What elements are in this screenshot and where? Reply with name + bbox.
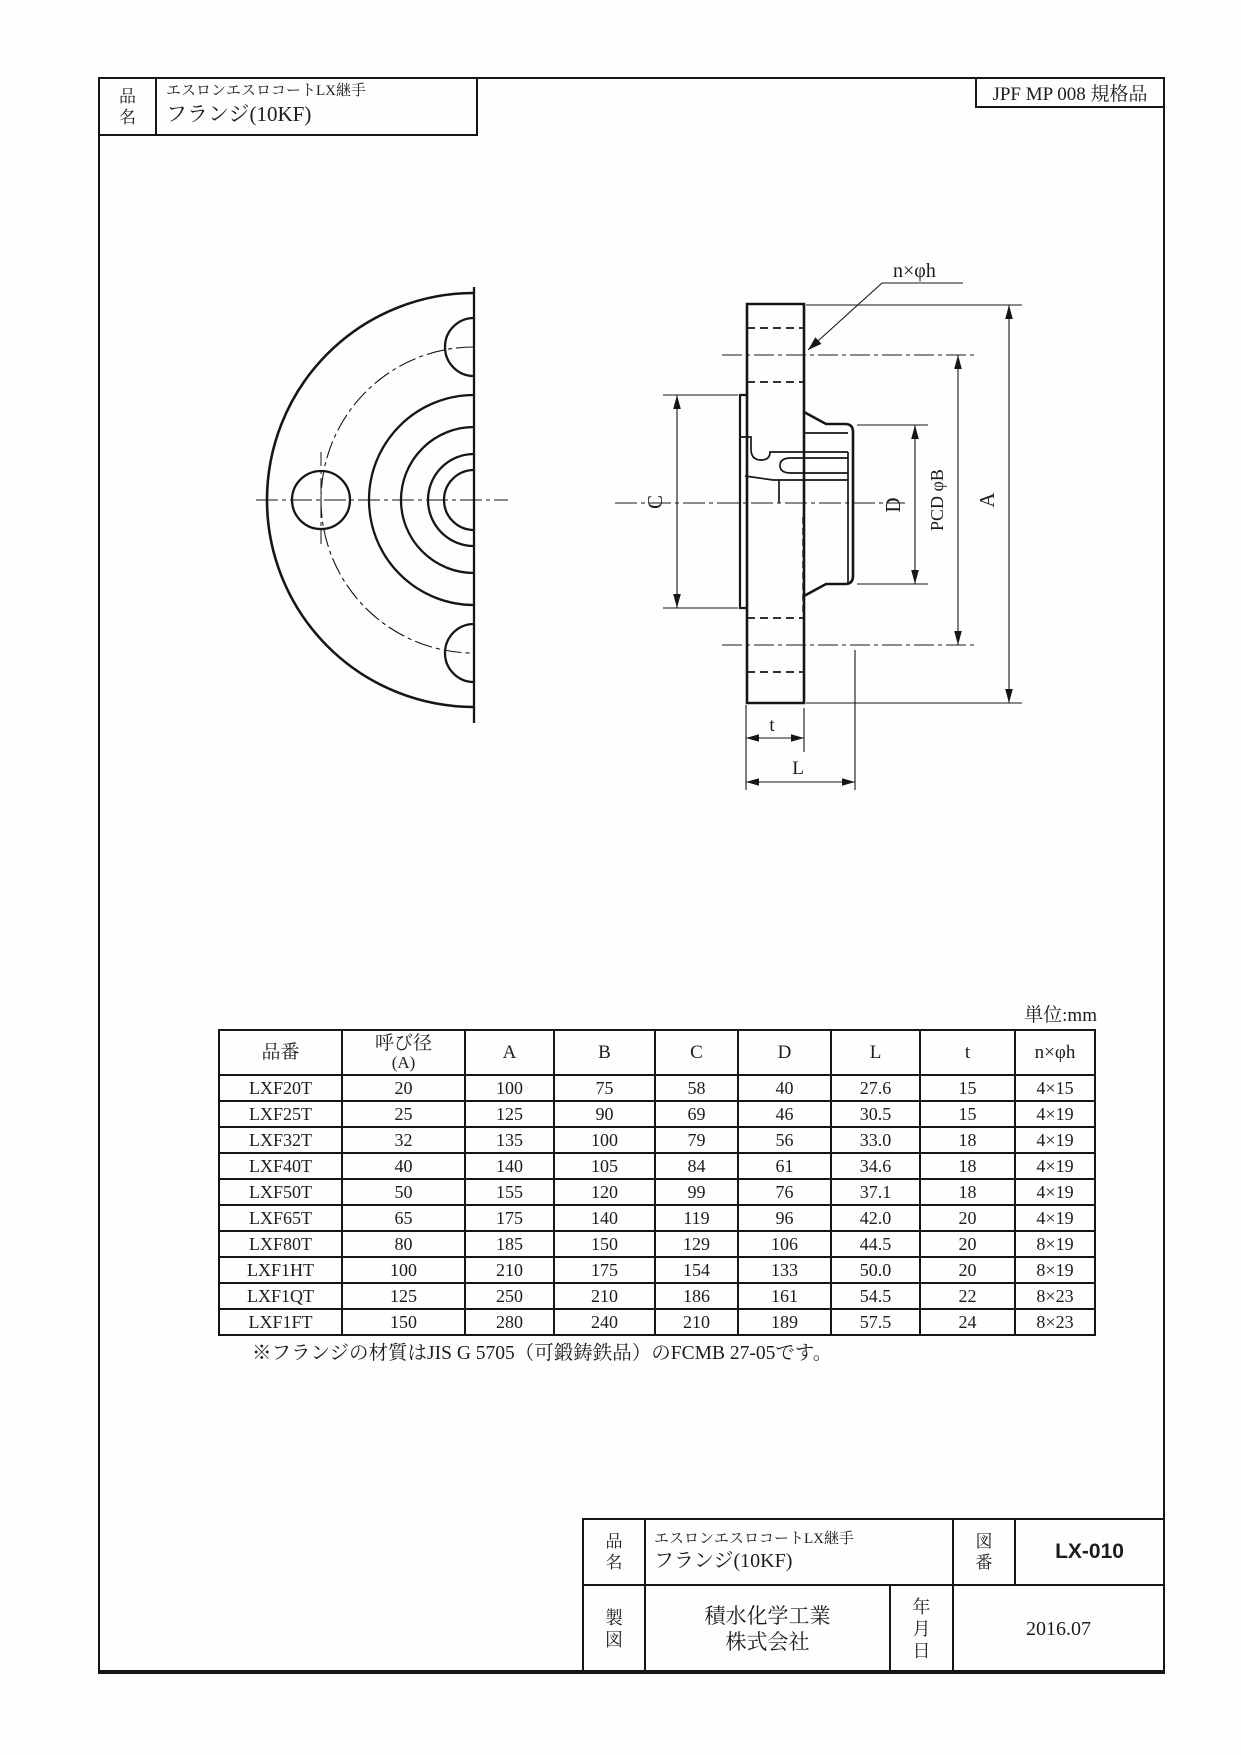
table-cell: LXF1HT: [219, 1257, 342, 1283]
table-cell: 34.6: [831, 1153, 920, 1179]
company-name-line2: 株式会社: [725, 1630, 810, 1654]
drawing-number-label: 図 番: [954, 1520, 1016, 1584]
dim-label-n-phi-h: n×φh: [893, 260, 936, 282]
product-title: フランジ(10KF): [166, 102, 312, 126]
table-cell: 42.0: [831, 1205, 920, 1231]
table-row: [219, 1309, 1095, 1335]
table-cell: LXF80T: [219, 1231, 342, 1257]
front-view: [256, 287, 508, 723]
table-cell: 61: [738, 1153, 831, 1179]
table-cell: 119: [655, 1205, 738, 1231]
table-cell: 175: [554, 1257, 655, 1283]
col-header-d: D: [738, 1030, 831, 1075]
table-cell: 33.0: [831, 1127, 920, 1153]
table-cell: LXF40T: [219, 1153, 342, 1179]
section-view: [615, 304, 975, 703]
table-cell: 4×19: [1015, 1127, 1095, 1153]
table-cell: 84: [655, 1153, 738, 1179]
table-row: [219, 1153, 1095, 1179]
bottom-title-block: [582, 1518, 1165, 1674]
date-label: 年 月 日: [891, 1586, 954, 1672]
table-cell: 105: [554, 1153, 655, 1179]
table-cell: 280: [465, 1309, 554, 1335]
dim-label-pcd: PCD φB: [927, 469, 947, 531]
table-body: [219, 1075, 1095, 1335]
drawing-number-cell: [1016, 1520, 1163, 1584]
table-cell: 40: [738, 1075, 831, 1101]
top-title-box: [98, 77, 478, 136]
table-cell: 4×19: [1015, 1153, 1095, 1179]
table-header-row: [219, 1030, 1095, 1075]
table-cell: LXF20T: [219, 1075, 342, 1101]
unit-note: 単位:mm: [1024, 1005, 1097, 1026]
table-cell: 79: [655, 1127, 738, 1153]
table-cell: 18: [920, 1153, 1015, 1179]
label-char: 品: [119, 86, 136, 106]
table-cell: 18: [920, 1179, 1015, 1205]
label-char: 名: [119, 107, 136, 127]
product-series: エスロンエスロコートLX継手: [166, 83, 366, 99]
table-cell: 20: [920, 1231, 1015, 1257]
table-cell: 186: [655, 1283, 738, 1309]
titleblock-row-2: [584, 1586, 1163, 1672]
table-cell: 120: [554, 1179, 655, 1205]
table-cell: 185: [465, 1231, 554, 1257]
col-header-b: B: [554, 1030, 655, 1075]
table-cell: 210: [655, 1309, 738, 1335]
table-cell: 99: [655, 1179, 738, 1205]
product-name-cell: [646, 1520, 954, 1584]
drawing-number: LX-010: [1055, 1540, 1124, 1563]
table-cell: 20: [342, 1075, 465, 1101]
table-cell: 8×23: [1015, 1309, 1095, 1335]
table-cell: 100: [554, 1127, 655, 1153]
table-cell: 210: [554, 1283, 655, 1309]
table-cell: LXF65T: [219, 1205, 342, 1231]
table-cell: 90: [554, 1101, 655, 1127]
dim-label-a: A: [975, 492, 999, 508]
table-cell: 140: [554, 1205, 655, 1231]
table-cell: 30.5: [831, 1101, 920, 1127]
product-name-label: [100, 79, 157, 134]
table-cell: 155: [465, 1179, 554, 1205]
company-cell: [646, 1586, 891, 1672]
company-name-line1: 積水化学工業: [704, 1604, 831, 1628]
table-cell: 20: [920, 1205, 1015, 1231]
table-cell: 76: [738, 1179, 831, 1205]
col-header-l: L: [831, 1030, 920, 1075]
table-cell: 25: [342, 1101, 465, 1127]
table-cell: 140: [465, 1153, 554, 1179]
product-title: フランジ(10KF): [654, 1550, 793, 1572]
table-cell: 240: [554, 1309, 655, 1335]
table-cell: 4×15: [1015, 1075, 1095, 1101]
table-cell: 8×19: [1015, 1257, 1095, 1283]
table-cell: LXF1FT: [219, 1309, 342, 1335]
table-cell: LXF1QT: [219, 1283, 342, 1309]
table-cell: 58: [655, 1075, 738, 1101]
dim-label-t: t: [769, 715, 775, 736]
drafting-label: 製 図: [584, 1586, 646, 1672]
table-cell: 210: [465, 1257, 554, 1283]
table-row: [219, 1283, 1095, 1309]
drawing-date: 2016.07: [1026, 1617, 1091, 1640]
table-cell: 44.5: [831, 1231, 920, 1257]
dim-label-c: C: [643, 494, 667, 510]
dim-label-l: L: [792, 758, 804, 779]
standard-box: [975, 77, 1165, 108]
table-cell: 50.0: [831, 1257, 920, 1283]
table-cell: 133: [738, 1257, 831, 1283]
table-cell: 161: [738, 1283, 831, 1309]
table-cell: 150: [342, 1309, 465, 1335]
table-cell: 27.6: [831, 1075, 920, 1101]
table-cell: 65: [342, 1205, 465, 1231]
table-cell: 24: [920, 1309, 1015, 1335]
table-cell: 175: [465, 1205, 554, 1231]
table-cell: 20: [920, 1257, 1015, 1283]
table-cell: 50: [342, 1179, 465, 1205]
table-cell: 8×19: [1015, 1231, 1095, 1257]
table-cell: 80: [342, 1231, 465, 1257]
dimensions-table: [218, 1029, 1096, 1336]
table-cell: 8×23: [1015, 1283, 1095, 1309]
col-header-hinban: 品番: [219, 1030, 342, 1075]
dimensions: [663, 283, 1022, 790]
table-cell: 96: [738, 1205, 831, 1231]
product-name-label: 品 名: [584, 1520, 646, 1584]
table-cell: 135: [465, 1127, 554, 1153]
col-header-c: C: [655, 1030, 738, 1075]
table-cell: 75: [554, 1075, 655, 1101]
product-name-cell: [157, 79, 476, 134]
table-cell: 56: [738, 1127, 831, 1153]
table-row: [219, 1101, 1095, 1127]
col-header-a: A: [465, 1030, 554, 1075]
table-row: [219, 1075, 1095, 1101]
table-cell: 46: [738, 1101, 831, 1127]
table-row: [219, 1179, 1095, 1205]
col-header-nominal: 呼び径 (A): [342, 1030, 465, 1075]
table-cell: LXF32T: [219, 1127, 342, 1153]
table-cell: 125: [465, 1101, 554, 1127]
table-cell: 100: [342, 1257, 465, 1283]
table-cell: 125: [342, 1283, 465, 1309]
table-cell: 106: [738, 1231, 831, 1257]
table-cell: 4×19: [1015, 1101, 1095, 1127]
table-cell: 57.5: [831, 1309, 920, 1335]
table-cell: 4×19: [1015, 1179, 1095, 1205]
dim-label-d: D: [881, 497, 905, 513]
table-cell: LXF25T: [219, 1101, 342, 1127]
table-cell: 4×19: [1015, 1205, 1095, 1231]
table-row: [219, 1127, 1095, 1153]
titleblock-row-1: [584, 1520, 1163, 1586]
table-cell: 100: [465, 1075, 554, 1101]
table-cell: 154: [655, 1257, 738, 1283]
material-note: ※フランジの材質はJIS G 5705（可鍛鋳鉄品）のFCMB 27-05です。: [252, 1343, 833, 1364]
table-cell: 150: [554, 1231, 655, 1257]
date-cell: [954, 1586, 1163, 1672]
table-cell: 15: [920, 1075, 1015, 1101]
table-row: [219, 1257, 1095, 1283]
table-cell: 22: [920, 1283, 1015, 1309]
table-cell: 129: [655, 1231, 738, 1257]
table-cell: 189: [738, 1309, 831, 1335]
table-cell: 69: [655, 1101, 738, 1127]
table-cell: 32: [342, 1127, 465, 1153]
table-cell: 18: [920, 1127, 1015, 1153]
product-series: エスロンエスロコートLX継手: [654, 1531, 854, 1547]
col-header-t: t: [920, 1030, 1015, 1075]
table-cell: 54.5: [831, 1283, 920, 1309]
table-row: [219, 1205, 1095, 1231]
table-cell: 40: [342, 1153, 465, 1179]
table-cell: 15: [920, 1101, 1015, 1127]
table-cell: 250: [465, 1283, 554, 1309]
standard-text: JPF MP 008 規格品: [992, 84, 1148, 105]
table-cell: LXF50T: [219, 1179, 342, 1205]
technical-drawing: [180, 215, 1090, 815]
col-header-n-phi-h: n×φh: [1015, 1030, 1095, 1075]
table-cell: 37.1: [831, 1179, 920, 1205]
table-row: [219, 1231, 1095, 1257]
